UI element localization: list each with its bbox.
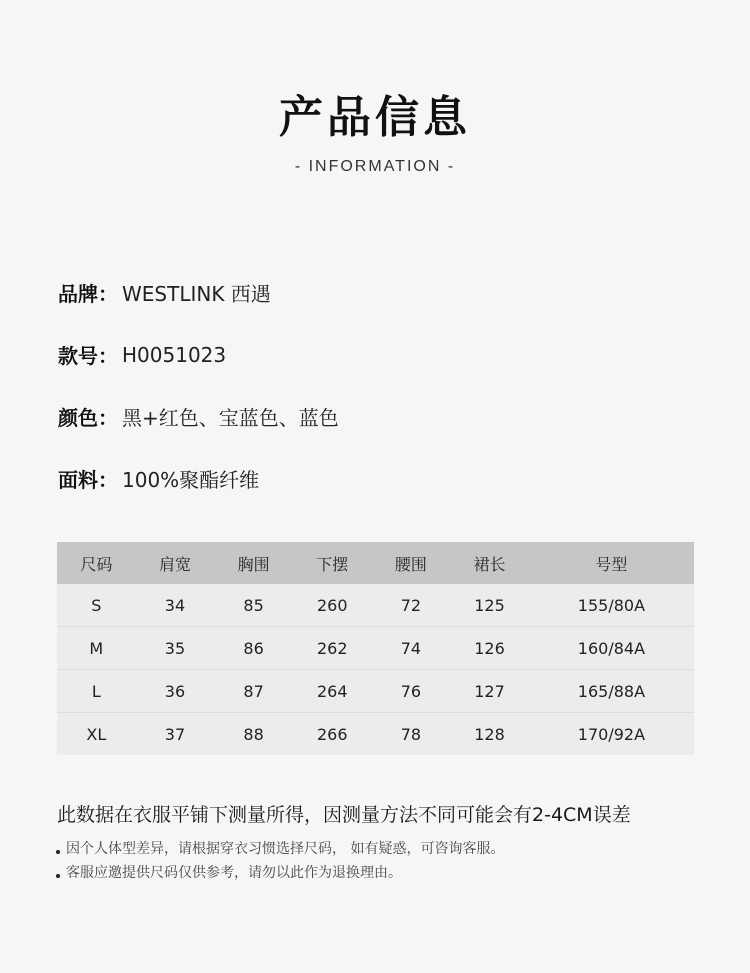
table-cell: 128 (450, 713, 529, 756)
info-row-fabric (58, 460, 339, 497)
note-bullet (56, 836, 504, 860)
table-cell: 35 (136, 627, 215, 670)
table-cell: 36 (136, 670, 215, 713)
info-label: 颜色： (58, 406, 118, 430)
bullet-dot-icon (56, 850, 60, 854)
table-cell: 85 (214, 584, 293, 627)
table-cell: M (57, 627, 136, 670)
table-row (57, 584, 694, 627)
info-value: WESTLINK 西遇 (122, 282, 271, 306)
table-cell: 72 (372, 584, 451, 627)
table-cell: 127 (450, 670, 529, 713)
table-cell: 260 (293, 584, 372, 627)
note-bullet (56, 860, 504, 884)
info-value: 100%聚酯纤维 (122, 468, 260, 492)
table-cell: XL (57, 713, 136, 756)
table-row (57, 627, 694, 670)
page-subtitle: - INFORMATION - (294, 158, 456, 175)
table-row (57, 670, 694, 713)
table-cell: 78 (372, 713, 451, 756)
table-cell: 76 (372, 670, 451, 713)
note-bullet-text: 客服应邀提供尺码仅供参考，请勿以此作为退换理由。 (66, 865, 402, 881)
info-label: 款号： (58, 344, 118, 368)
header-bust: 胸围 (214, 542, 293, 584)
header-fit: 号型 (529, 542, 694, 584)
page-header (0, 88, 750, 176)
table-cell: 165/88A (529, 670, 694, 713)
info-row-brand (58, 274, 339, 311)
page-title: 产品信息 (279, 92, 471, 143)
info-value: H0051023 (122, 342, 227, 367)
measurement-note: 此数据在衣服平铺下测量所得，因测量方法不同可能会有2-4CM误差 (57, 804, 631, 826)
bullet-dot-icon (56, 874, 60, 878)
table-cell: 170/92A (529, 713, 694, 756)
table-cell: 264 (293, 670, 372, 713)
table-cell: 88 (214, 713, 293, 756)
product-info-list (58, 274, 339, 522)
table-cell: 125 (450, 584, 529, 627)
table-cell: 266 (293, 713, 372, 756)
table-cell: 155/80A (529, 584, 694, 627)
table-cell: 87 (214, 670, 293, 713)
table-cell: 126 (450, 627, 529, 670)
header-length: 裙长 (450, 542, 529, 584)
table-cell: 262 (293, 627, 372, 670)
header-waist: 腰围 (372, 542, 451, 584)
info-label: 品牌： (58, 282, 118, 306)
table-row (57, 713, 694, 756)
note-bullets (56, 836, 504, 884)
header-size: 尺码 (57, 542, 136, 584)
table-cell: 74 (372, 627, 451, 670)
table-cell: 37 (136, 713, 215, 756)
table-cell: 86 (214, 627, 293, 670)
table-cell: 34 (136, 584, 215, 627)
info-row-color (58, 398, 339, 435)
table-header-row (57, 542, 694, 584)
header-hem: 下摆 (293, 542, 372, 584)
note-bullet-text: 因个人体型差异，请根据穿衣习惯选择尺码， 如有疑惑，可咨询客服。 (66, 841, 505, 857)
header-shoulder: 肩宽 (136, 542, 215, 584)
table-cell: 160/84A (529, 627, 694, 670)
info-label: 面料： (58, 468, 118, 492)
table-cell: L (57, 670, 136, 713)
info-value: 黑+红色、宝蓝色、蓝色 (122, 406, 339, 430)
size-table (57, 542, 694, 755)
table-cell: S (57, 584, 136, 627)
info-row-style-number (58, 336, 339, 373)
